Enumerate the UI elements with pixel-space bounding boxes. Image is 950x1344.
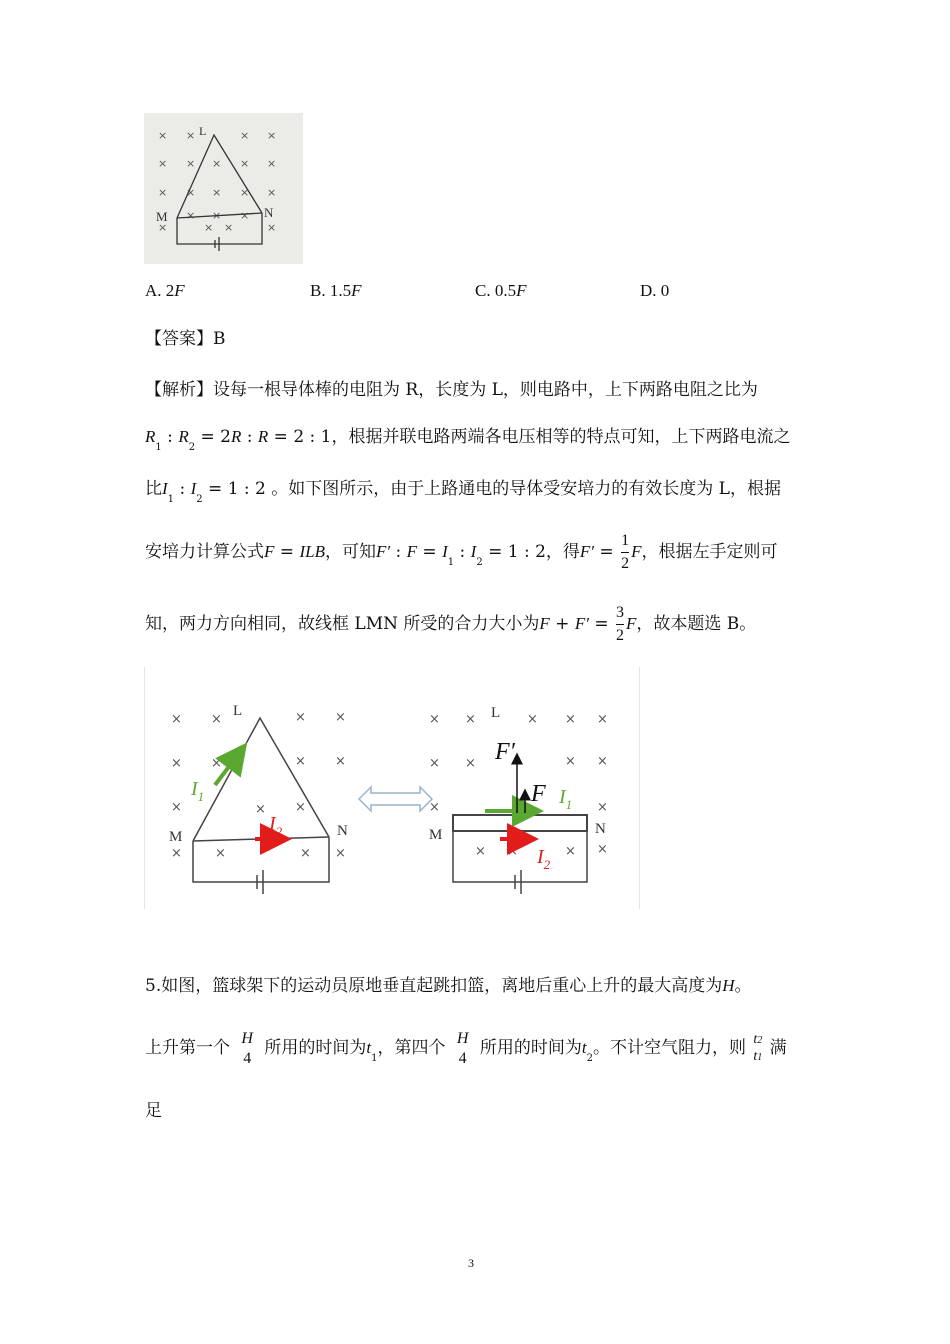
q5-line-3: 足 xyxy=(145,1101,162,1121)
svg-text:×: × xyxy=(212,186,222,199)
svg-text:×: × xyxy=(597,712,608,727)
svg-text:×: × xyxy=(224,221,234,234)
svg-text:×: × xyxy=(211,712,222,727)
svg-text:I1: $I_1$ xyxy=(559,786,573,812)
analysis-line-4: 安培力计算公式F = ILB，可知F′ : $F = I_1$ : $I_2 = 1$ : 2，得F′ = $\frac{1}{2}$ F，根据左手定则可 xyxy=(145,532,778,572)
svg-text:×: × xyxy=(597,842,608,857)
svg-text:×: × xyxy=(465,712,476,727)
svg-text:×: × xyxy=(597,754,608,769)
svg-text:×: × xyxy=(171,800,182,815)
svg-text:×: × xyxy=(335,710,346,725)
analysis-line-2: $R_1$ : $R_2 = 2R$ : R = 2 : 1，根据并联电路两端各电压相等的特点可知，上下两路电流之 xyxy=(145,427,791,453)
svg-text:×: × xyxy=(295,800,306,815)
svg-text:×: × xyxy=(215,846,226,861)
svg-text:×: × xyxy=(240,129,250,142)
svg-text:×: × xyxy=(295,710,306,725)
svg-text:×: × xyxy=(429,756,440,771)
svg-text:×: × xyxy=(171,712,182,727)
figure-force-analysis xyxy=(144,667,640,909)
svg-text:×: × xyxy=(240,209,250,222)
figure-triangle-frame xyxy=(144,113,303,264)
q5-line-1: 5.如图，篮球架下的运动员原地垂直起跳扣篮，离地后重心上升的最大高度为H。 xyxy=(145,976,752,996)
analysis-line-3: 比$I_1$ : $I_2 = 1$ : 2 。如下图所示，由于上路通电的导体受安培力的有效长度为 L，根据 xyxy=(145,479,781,505)
svg-text:×: × xyxy=(158,129,168,142)
svg-text:×: × xyxy=(267,129,277,142)
svg-text:×: × xyxy=(240,186,250,199)
analysis-line-5: 知，两力方向相同，故线框 LMN 所受的合力大小为F + F′ = $\frac{3}{2}$ F，故本题选 B。 xyxy=(145,604,757,644)
q5-line-2: 上升第一个 H 4 所用的时间为$t_1$，第四个 H 4 所用的时间为$t_2$。不计空气阻力，则 t2 t1 满 xyxy=(145,1029,787,1067)
svg-text:×: × xyxy=(465,756,476,771)
option-c: C. 0.5F xyxy=(475,281,527,300)
option-b: B. 1.5F xyxy=(310,281,362,300)
svg-text:×: × xyxy=(475,844,486,859)
svg-text:I2: $I_2$ xyxy=(269,813,283,839)
svg-text:×: × xyxy=(204,221,214,234)
svg-text:×: × xyxy=(295,754,306,769)
force-analysis-diagram xyxy=(145,667,639,909)
svg-text:×: × xyxy=(565,754,576,769)
svg-text:×: × xyxy=(335,846,346,861)
left-label-N: N xyxy=(337,823,348,839)
svg-text:×: × xyxy=(267,157,277,170)
svg-text:F: F xyxy=(531,781,546,807)
left-label-M: M xyxy=(169,829,183,845)
svg-text:×: × xyxy=(300,846,311,861)
svg-text:×: × xyxy=(212,157,222,170)
option-d: D. 0 xyxy=(640,281,670,300)
right-label-L: L xyxy=(491,705,501,721)
svg-text:×: × xyxy=(527,712,538,727)
svg-text:×: × xyxy=(267,186,277,199)
answer: 【答案】B xyxy=(145,329,226,349)
svg-text:×: × xyxy=(565,844,576,859)
page-number: 3 xyxy=(468,1256,474,1270)
svg-text:×: × xyxy=(171,756,182,771)
right-label-N: N xyxy=(595,821,606,837)
svg-text:×: × xyxy=(186,157,196,170)
svg-text:×: × xyxy=(255,802,266,817)
svg-text:×: × xyxy=(565,712,576,727)
svg-text:×: × xyxy=(267,221,277,234)
svg-text:×: × xyxy=(171,846,182,861)
svg-text:×: × xyxy=(429,800,440,815)
svg-text:×: × xyxy=(429,712,440,727)
svg-text:I1: $I_1$ xyxy=(191,778,205,804)
analysis-line-1: 【解析】设每一根导体棒的电阻为 R，长度为 L，则电路中，上下两路电阻之比为 xyxy=(145,380,758,400)
label-N: N xyxy=(264,205,274,220)
right-label-M: M xyxy=(429,827,443,843)
svg-text:×: × xyxy=(158,186,168,199)
svg-text:×: × xyxy=(211,756,222,771)
svg-text:×: × xyxy=(240,157,250,170)
double-arrow-icon xyxy=(359,787,432,811)
svg-text:×: × xyxy=(158,221,168,234)
svg-text:×: × xyxy=(335,754,346,769)
svg-text:I2: $I_2$ xyxy=(537,846,551,872)
triangle-frame-diagram xyxy=(144,113,303,264)
svg-text:×: × xyxy=(597,800,608,815)
svg-text:×: × xyxy=(507,844,518,859)
option-a: A. 2F xyxy=(145,281,185,300)
svg-text:×: × xyxy=(186,129,196,142)
svg-text:F′: F′ xyxy=(495,739,515,765)
label-L: L xyxy=(199,124,207,138)
svg-text:×: × xyxy=(158,157,168,170)
left-label-L: L xyxy=(233,703,243,719)
label-M: M xyxy=(156,209,168,224)
svg-text:×: × xyxy=(186,209,196,222)
svg-text:×: × xyxy=(186,186,196,199)
